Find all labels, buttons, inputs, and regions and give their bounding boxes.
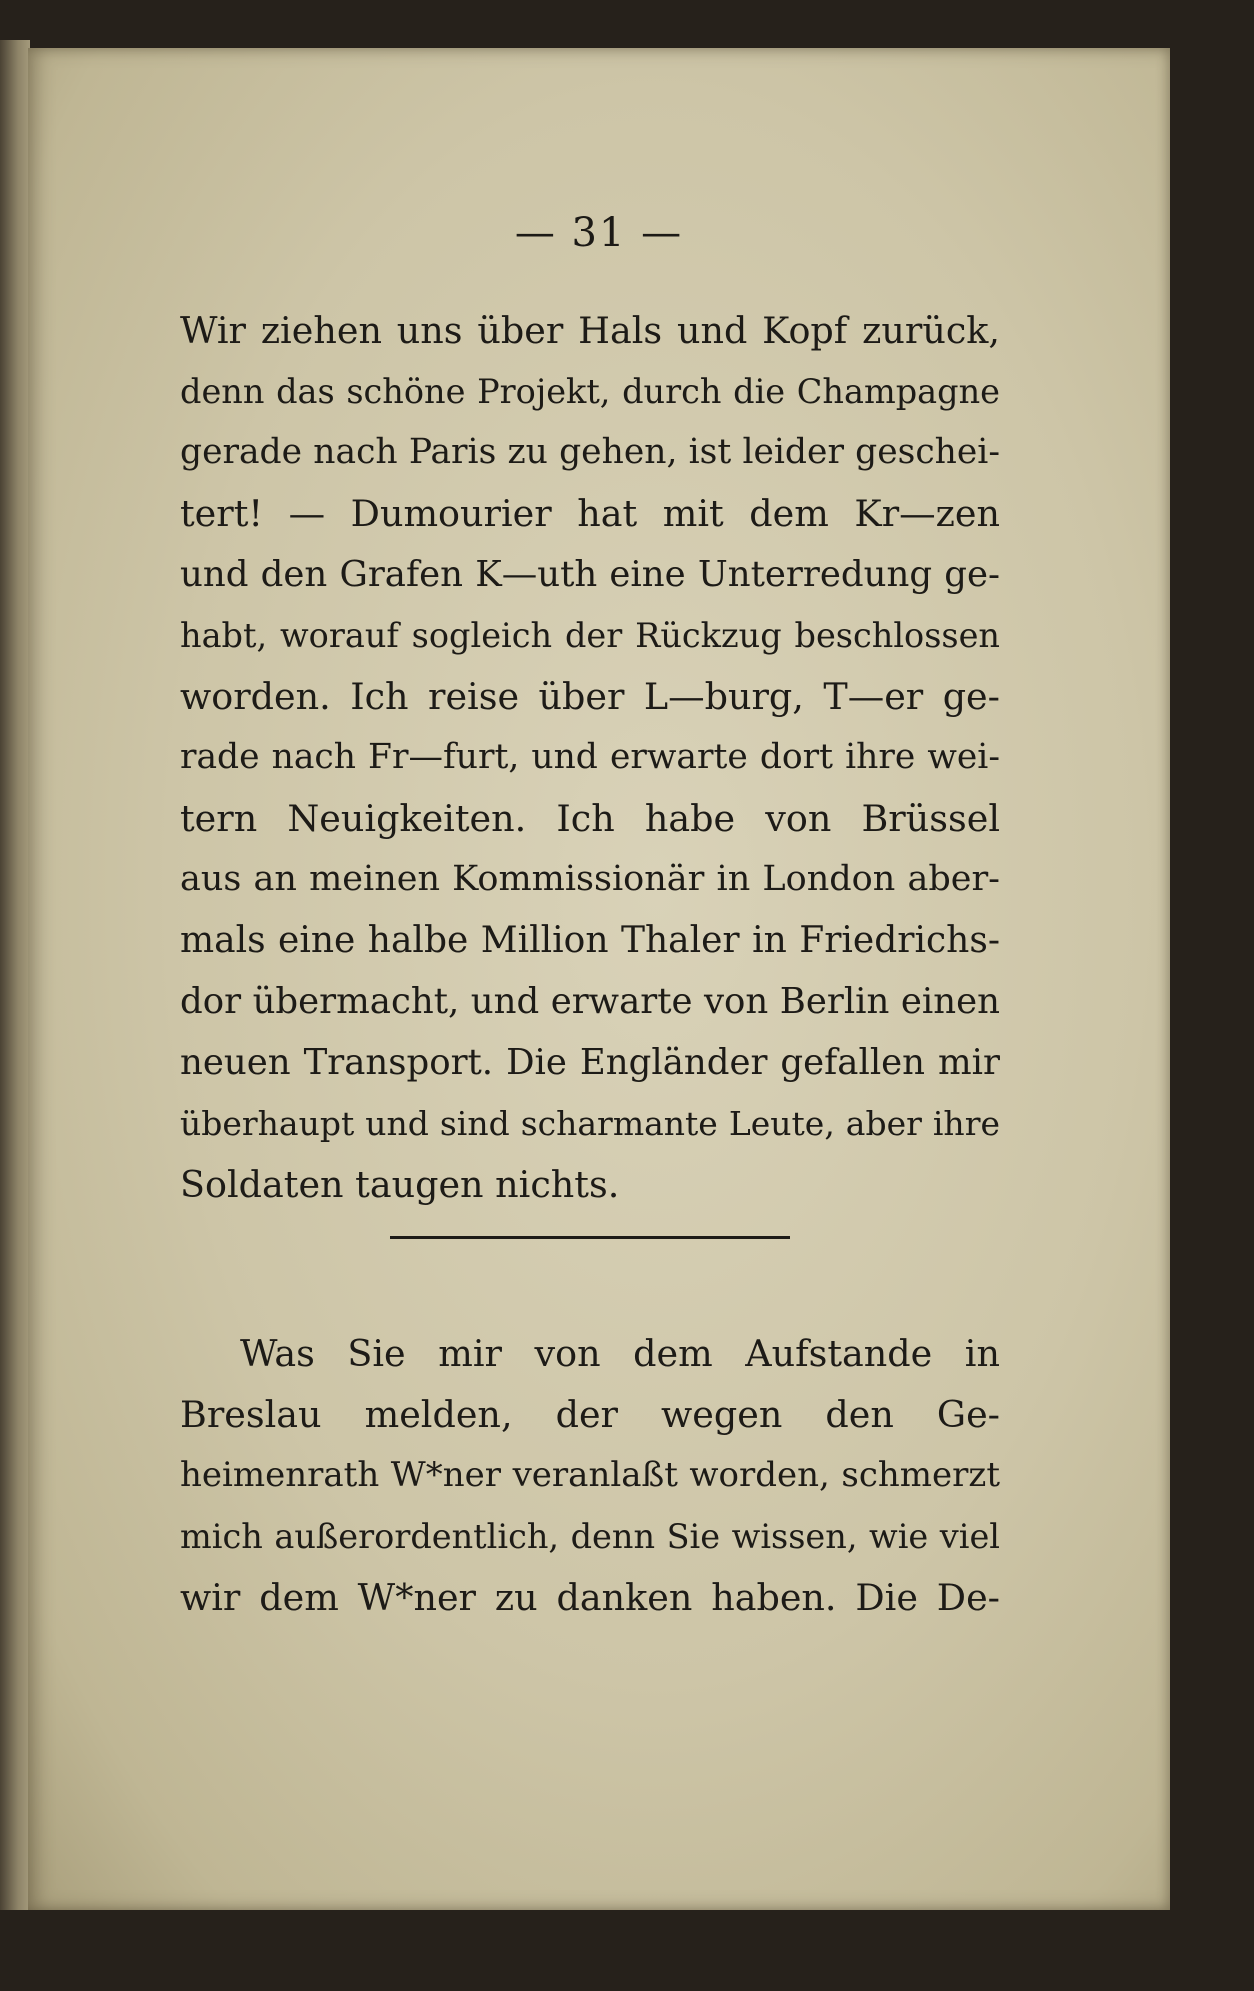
paragraph-2 — [180, 1323, 1000, 1628]
text-line: dor übermacht, und erwarte von Berlin einen — [180, 981, 1000, 1022]
page-number: — 31 — — [514, 210, 684, 256]
text-line: mich außerordentlich, denn Sie wissen, wie viel — [180, 1517, 1000, 1556]
text-line: denn das schöne Projekt, durch die Champagne — [180, 372, 1000, 411]
text-line: Was Sie mir von dem Aufstande in — [240, 1332, 1000, 1375]
text-line: mals eine halbe Million Thaler in Friedrichs- — [180, 920, 1000, 961]
text-line: worden. Ich reise über L—burg, T—er ge- — [180, 675, 1000, 718]
text-line: habt, worauf sogleich der Rückzug beschlossen — [180, 616, 1000, 655]
text-line: Wir ziehen uns über Hals und Kopf zurück, — [180, 309, 1000, 352]
text-line: heimenrath W*ner veranlaßt worden, schmerzt — [180, 1455, 1000, 1495]
text-line: neuen Transport. Die Engländer gefallen mir — [180, 1042, 1000, 1083]
text-line: rade nach Fr—furt, und erwarte dort ihre wei- — [180, 737, 1000, 777]
text-line: Soldaten taugen nichts. — [180, 1163, 620, 1206]
page-sheet — [28, 48, 1170, 1910]
text-line: und den Grafen K—uth eine Unterredung ge- — [180, 554, 1000, 595]
section-divider — [390, 1236, 790, 1239]
paragraph-1 — [180, 300, 1000, 1215]
book-spine — [0, 40, 30, 1910]
text-line: tern Neuigkeiten. Ich habe von Brüssel — [180, 797, 1000, 840]
text-line: überhaupt und sind scharmante Leute, aber ihre — [180, 1104, 1000, 1143]
text-line: tert! — Dumourier hat mit dem Kr—zen — [180, 492, 1000, 535]
text-line: Breslau melden, der wegen den Ge- — [180, 1393, 1000, 1436]
text-line: wir dem W*ner zu danken haben. Die De- — [180, 1576, 1000, 1619]
text-line: aus an meinen Kommissionär in London aber- — [180, 859, 1000, 899]
text-line: gerade nach Paris zu gehen, ist leider geschei- — [180, 432, 1000, 472]
